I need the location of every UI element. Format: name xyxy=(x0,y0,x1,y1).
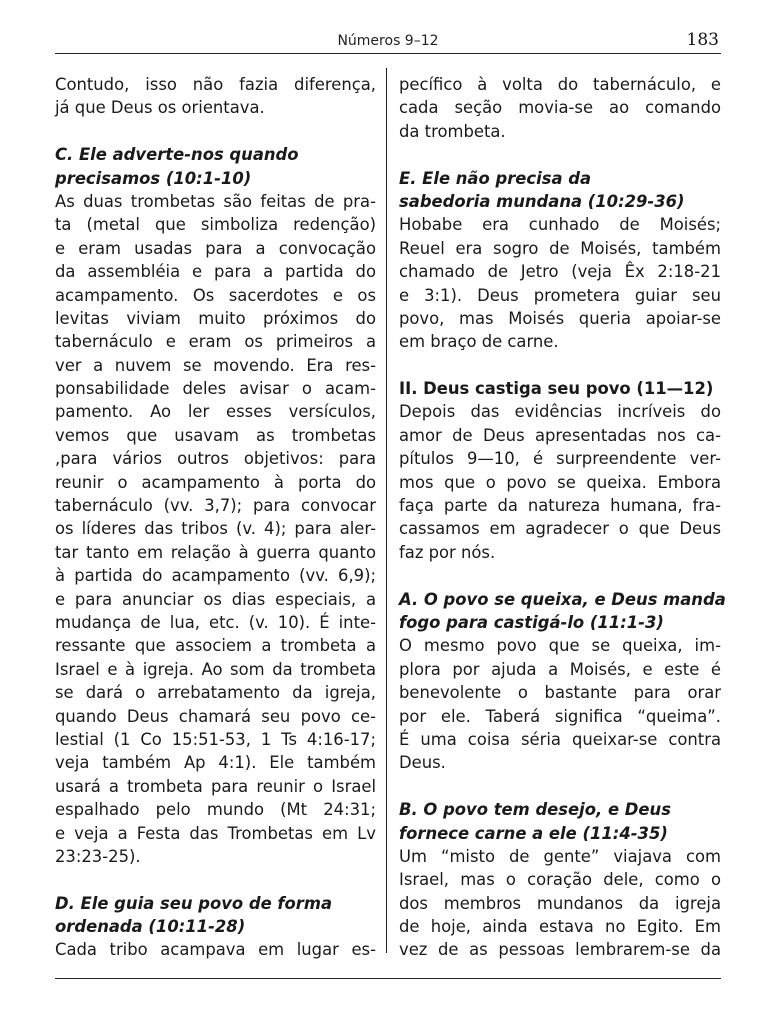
body-text-line: É uma coisa séria queixar-se contra xyxy=(399,729,721,749)
body-text-line: Deus. xyxy=(399,753,446,773)
body-text-line: cassamos em agradecer o que Deus xyxy=(399,519,721,539)
body-text-line: vez de as pessoas lembrarem-se da xyxy=(399,940,721,960)
body-text-line: Contudo, isso não fazia diferença, xyxy=(55,75,376,94)
chapter-heading: II. Deus castiga seu povo (11—12) xyxy=(399,379,714,399)
section-heading: E. Ele não precisa da xyxy=(399,168,592,188)
header-rule xyxy=(55,53,721,54)
body-text-line: tabernáculo (vv. 3,7); para convocar xyxy=(55,496,376,516)
body-text-line: plora por ajuda a Moisés, e este é xyxy=(399,659,721,679)
body-text-line: mudança de lua, etc. (v. 10). É inte- xyxy=(55,612,376,632)
paragraph-gap xyxy=(399,143,721,166)
body-text-line: levitas viviam muito próximos do xyxy=(55,308,376,328)
body-text-line: e eram usadas para a convocação xyxy=(55,238,376,258)
body-text-line: ,para vários outros objetivos: para xyxy=(55,449,376,469)
body-text-line: espalhado pelo mundo (Mt 24:31; xyxy=(55,800,376,820)
body-text-line: Um “misto de gente” viajava com xyxy=(399,846,721,866)
body-text-line: lestial (1 Co 15:51-53, 1 Ts 4:16-17; xyxy=(55,729,376,749)
body-text-line: dos membros mundanos da igreja xyxy=(399,893,721,913)
body-text-line: mos que o povo se queixa. Embora xyxy=(399,472,721,492)
body-text-line: Israel e à igreja. Ao som da trombeta xyxy=(55,659,376,679)
section-heading: sabedoria mundana (10:29-36) xyxy=(399,191,685,211)
page-number: 183 xyxy=(686,30,719,50)
body-text-line: chamado de Jetro (veja Êx 2:18-21 xyxy=(399,262,721,282)
section-heading: fogo para castigá-lo (11:1-3) xyxy=(399,612,664,632)
body-text-line: Hobabe era cunhado de Moisés; xyxy=(399,215,721,235)
body-text-line: por ele. Taberá significa “queima”. xyxy=(399,706,721,726)
body-text-line: Cada tribo acampava em lugar es- xyxy=(55,940,376,960)
body-text-line: da assembléia e para a partida do xyxy=(55,262,376,282)
body-text-line: 23:23-25). xyxy=(55,846,141,866)
body-text-line: pítulos 9—10, é surpreendente ver- xyxy=(399,449,721,469)
body-text-line: tar tanto em relação à guerra quanto xyxy=(55,542,376,562)
section-heading: C. Ele adverte-nos quando xyxy=(55,145,299,165)
body-text-line: Depois das evidências incríveis do xyxy=(399,402,721,422)
body-text-line: cada seção movia-se ao comando xyxy=(399,98,721,118)
body-text-line: reunir o acampamento à porta do xyxy=(55,472,376,492)
section-heading: D. Ele guia seu povo de forma xyxy=(55,893,333,913)
body-text-line: de hoje, ainda estava no Egito. Em xyxy=(399,917,721,937)
body-text-line: faz por nós. xyxy=(399,542,496,562)
body-text-line: ressante que associem a trombeta a xyxy=(55,636,376,656)
body-text-line: povo, mas Moisés queria apoiar-se xyxy=(399,308,721,328)
right-column xyxy=(399,73,726,962)
body-text-line: em braço de carne. xyxy=(399,332,559,352)
body-text-line: benevolente o bastante para orar xyxy=(399,683,721,703)
paragraph-gap xyxy=(55,868,376,891)
body-text-line: quando Deus chamará seu povo ce- xyxy=(55,706,376,726)
body-text-line: ta (metal que simboliza redenção) xyxy=(55,215,376,235)
body-text-line: amor de Deus apresentadas nos ca- xyxy=(399,425,721,445)
paragraph-gap xyxy=(399,354,721,377)
paragraph-gap xyxy=(399,775,721,798)
body-text-line: e veja a Festa das Trombetas em Lv xyxy=(55,823,376,843)
body-text-line: acampamento. Os sacerdotes e os xyxy=(55,285,376,305)
body-text-line: usará a trombeta para reunir o Israel xyxy=(55,776,376,796)
body-text-line: Reuel era sogro de Moisés, também xyxy=(399,238,721,258)
body-text-line: já que Deus os orientava. xyxy=(55,98,265,118)
running-title: Números 9–12 xyxy=(337,33,439,49)
paragraph-gap xyxy=(399,564,721,587)
column-divider xyxy=(386,68,387,953)
body-text-line: os líderes das tribos (v. 4); para aler- xyxy=(55,519,376,539)
section-heading: precisamos (10:1-10) xyxy=(55,168,252,188)
body-text-line: Israel, mas o coração dele, como o xyxy=(399,870,721,890)
footer-rule xyxy=(55,978,721,979)
body-text-line: vemos que usavam as trombetas xyxy=(55,425,376,445)
paragraph-gap xyxy=(55,120,376,143)
page-header xyxy=(55,30,721,54)
body-text-line: da trombeta. xyxy=(399,121,506,141)
body-text-line: e para anunciar os dias especiais, a xyxy=(55,589,376,609)
body-text-line: pamento. Ao ler esses versículos, xyxy=(55,402,376,422)
body-text-line: à partida do acampamento (vv. 6,9); xyxy=(55,566,376,586)
section-heading: B. O povo tem desejo, e Deus xyxy=(399,800,671,820)
body-text-line: se dará o arrebatamento da igreja, xyxy=(55,683,376,703)
body-text-line: pecífico à volta do tabernáculo, e xyxy=(399,75,721,94)
body-text-line: faça parte da natureza humana, fra- xyxy=(399,496,721,516)
section-heading: ordenada (10:11-28) xyxy=(55,917,246,937)
body-text-line: O mesmo povo que se queixa, im- xyxy=(399,636,721,656)
body-text-line: veja também Ap 4:1). Ele também xyxy=(55,753,376,773)
body-text-line: As duas trombetas são feitas de pra- xyxy=(55,191,376,211)
section-heading: A. O povo se queixa, e Deus manda xyxy=(399,589,726,609)
body-text-line: ponsabilidade deles avisar o acam- xyxy=(55,379,376,399)
section-heading: fornece carne a ele (11:4-35) xyxy=(399,823,668,843)
left-column xyxy=(55,73,376,962)
body-text-line: tabernáculo e eram os primeiros a xyxy=(55,332,376,352)
body-text-line: e 3:1). Deus prometera guiar seu xyxy=(399,285,721,305)
body-text-line: ver a nuvem se movendo. Era res- xyxy=(55,355,376,375)
